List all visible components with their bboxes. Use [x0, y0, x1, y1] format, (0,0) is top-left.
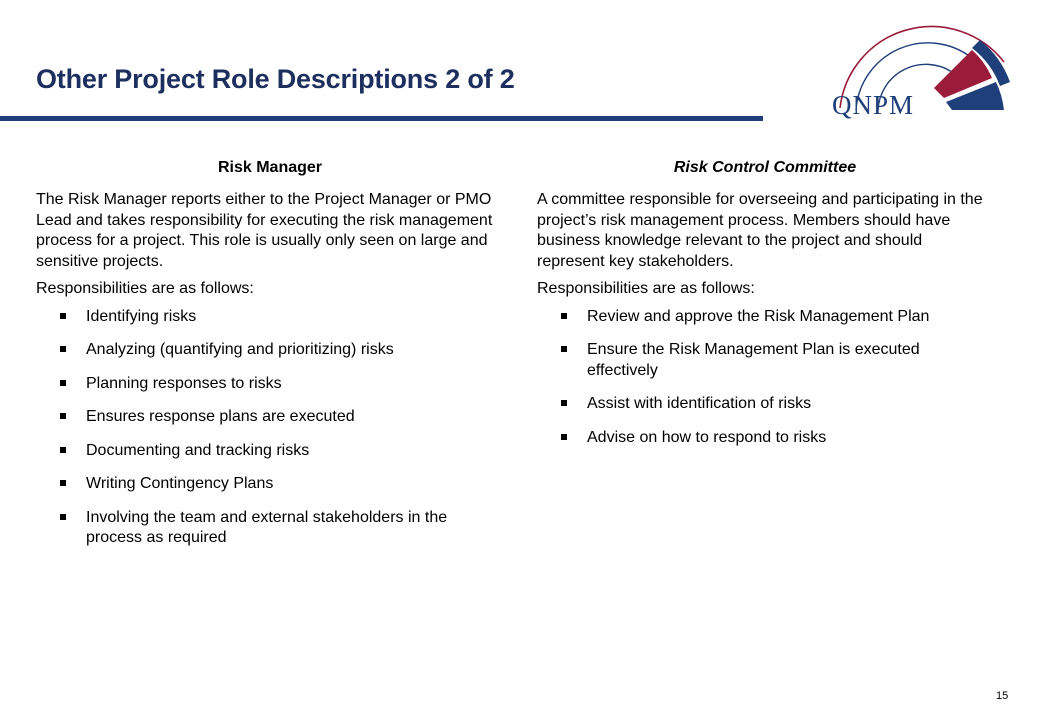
bullet-square-icon [60, 346, 66, 352]
bullet-square-icon [60, 514, 66, 520]
risk-control-committee-column [537, 158, 993, 461]
risk-manager-responsibilities-list [36, 307, 504, 549]
bullet-square-icon [561, 313, 567, 319]
risk-manager-column [36, 158, 504, 562]
list-item: Writing Contingency Plans [60, 474, 504, 494]
list-item: Documenting and tracking risks [60, 441, 504, 461]
bullet-square-icon [60, 480, 66, 486]
list-item: Planning responses to risks [60, 374, 504, 394]
bullet-square-icon [60, 447, 66, 453]
list-item: Identifying risks [60, 307, 504, 327]
list-item: Ensures response plans are executed [60, 407, 504, 427]
list-item: Ensure the Risk Management Plan is executed effectively [561, 340, 993, 381]
bullet-square-icon [561, 400, 567, 406]
bullet-square-icon [561, 346, 567, 352]
bullet-square-icon [561, 434, 567, 440]
bullet-square-icon [60, 413, 66, 419]
list-item: Assist with identification of risks [561, 394, 993, 414]
bullet-square-icon [60, 380, 66, 386]
risk-control-committee-responsibilities-list [537, 307, 993, 448]
page-number: 15 [996, 690, 1009, 702]
risk-manager-responsibilities-intro: Responsibilities are as follows: [36, 280, 254, 298]
list-item: Review and approve the Risk Management Plan [561, 307, 993, 327]
list-item: Advise on how to respond to risks [561, 428, 993, 448]
list-item: Analyzing (quantifying and prioritizing) risks [60, 340, 504, 360]
title-divider [0, 116, 763, 121]
risk-control-committee-description: A committee responsible for overseeing and participating in the project’s risk management process. Members should have business knowledge relevant to the project and should represent key stakeholders. [537, 191, 983, 270]
bullet-square-icon [60, 313, 66, 319]
logo-text: QNPM [832, 90, 915, 120]
risk-manager-description: The Risk Manager reports either to the Project Manager or PMO Lead and takes responsibility for executing the risk management process for a project. This role is usually only seen on large and sensitive projects. [36, 191, 493, 270]
qnpm-logo [822, 10, 1014, 128]
risk-manager-heading: Risk Manager [217, 159, 323, 176]
risk-control-committee-heading: Risk Control Committee [673, 159, 857, 176]
list-item: Involving the team and external stakeholders in the process as required [60, 508, 504, 549]
page-title: Other Project Role Descriptions 2 of 2 [36, 64, 515, 94]
risk-control-committee-responsibilities-intro: Responsibilities are as follows: [537, 280, 755, 298]
